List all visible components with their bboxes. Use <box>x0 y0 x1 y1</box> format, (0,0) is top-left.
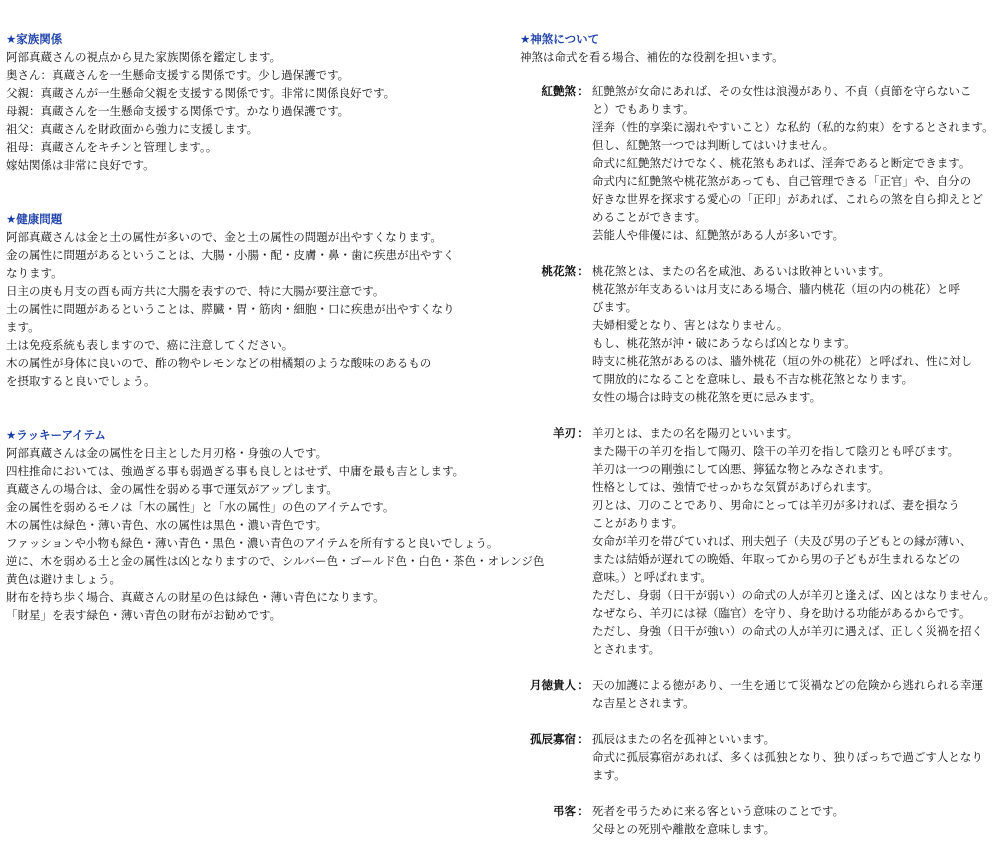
entry-term-colon: ： <box>577 678 589 692</box>
shinsatsu-entries <box>520 82 994 838</box>
text-line: 嫁姑関係は非常に良好です。 <box>6 158 155 172</box>
text-line: を摂取すると良いでしょう。 <box>6 374 156 388</box>
shinsatsu-entry <box>520 676 994 712</box>
section-heading: ★健康問題 <box>6 212 63 226</box>
text-line: 木の属性が身体に良いので、酢の物やレモンなどの柑橘類のような酸味のあるもの <box>6 356 432 370</box>
text-line: 刃とは、刀のことであり、男命にとっては羊刃が多ければ、妻を損なう <box>592 498 960 512</box>
text-line: びます。 <box>592 300 638 314</box>
text-line: または結婚が遅れての晩婚、年取ってから男の子どもが生まれるなどの <box>592 552 960 566</box>
entry-term-colon: ： <box>577 426 589 440</box>
entry-term-label: 桃花煞 <box>541 264 576 278</box>
text-line: 阿部真蔵さんの視点から見た家族関係を鑑定します。 <box>6 50 282 64</box>
text-line: 逆に、木を弱める土と金の属性は凶となりますので、シルバー色・ゴールド色・白色・茶色・オレンジ色 <box>6 554 545 568</box>
text-line: 日主の庚も月支の酉も両方共に大腸を表すので、特に大腸が要注意です。 <box>6 284 385 298</box>
text-line: ことがあります。 <box>592 516 684 530</box>
text-line: て開放的になることを意味し、最も不吉な桃花煞となります。 <box>592 372 914 386</box>
text-line: 父母との死別や離散を意味します。 <box>592 822 776 836</box>
entry-term-label: 弔客 <box>553 804 576 818</box>
entry-description <box>592 676 994 712</box>
text-line: 紅艶煞が女命にあれば、その女性は浪漫があり、不貞（貞節を守らないこ <box>592 84 972 98</box>
entry-term-label: 羊刃 <box>553 426 576 440</box>
text-line: 好きな世界を探求する愛心の「正印」があれば、これらの煞を自ら抑えとど <box>592 192 983 206</box>
text-line: 父親：真蔵さんが一生懸命父親を支援する関係です。非常に関係良好です。 <box>6 86 396 100</box>
text-line: ます。 <box>6 320 40 334</box>
text-line: ただし、身強（日干が強い）の命式の人が羊刃に遇えば、正しく災禍を招く <box>592 624 983 638</box>
text-line: 土は免疫系統も表しますので、癌に注意してください。 <box>6 338 294 352</box>
entry-term-label: 紅艶煞 <box>541 84 576 98</box>
text-line: 桃花煞とは、またの名を咸池、あるいは敗神といいます。 <box>592 264 891 278</box>
text-line: 命式に孤辰寡宿があれば、多くは孤独となり、独りぼっちで過ごす人となり <box>592 750 983 764</box>
section-heading: ★ラッキーアイテム <box>6 428 106 442</box>
shinsatsu-heading: ★神煞について <box>520 32 600 46</box>
text-line: なぜなら、羊刃には禄（臨官）を守り、身を助ける功能があるからです。 <box>592 606 971 620</box>
family-section <box>6 30 506 174</box>
text-line: 奥さん：真蔵さんを一生懸命支援する関係です。少し過保護です。 <box>6 68 350 82</box>
text-line: 時支に桃花煞があるのは、牆外桃花（垣の外の桃花）と呼ばれ、性に対し <box>592 354 973 368</box>
entry-term <box>520 82 592 244</box>
text-line: 意味。）と呼ばれます。 <box>592 570 712 584</box>
shinsatsu-entry <box>520 424 994 658</box>
text-line: 芸能人や俳優には、紅艶煞がある人が多いです。 <box>592 228 845 242</box>
entry-term-colon: ： <box>577 264 589 278</box>
lucky-item-section <box>6 426 545 624</box>
entry-term <box>520 802 592 838</box>
text-line: 財布を持ち歩く場合、真蔵さんの財星の色は緑色・薄い青色になります。 <box>6 590 385 604</box>
text-line: 四柱推命においては、強過ぎる事も弱過ぎる事も良しとはせず、中庸を最も吉とします。 <box>6 464 465 478</box>
text-line: とされます。 <box>592 642 661 656</box>
text-line: ただし、身弱（日干が弱い）の命式の人が羊刃と逢えば、凶とはなりません。 <box>592 588 996 602</box>
left-column <box>6 30 545 660</box>
text-line: 天の加護による徳があり、一生を通じて災禍などの危険から逃れられる幸運 <box>592 678 983 692</box>
text-line: ます。 <box>592 768 626 782</box>
text-line: 金の属性を弱めるモノは「木の属性」と「水の属性」の色のアイテムです。 <box>6 500 395 514</box>
text-line: 死者を弔うために来る客という意味のことです。 <box>592 804 845 818</box>
text-line: なります。 <box>6 266 63 280</box>
right-column <box>520 30 994 856</box>
entry-term-label: 月徳貴人 <box>530 678 576 692</box>
text-line: 女命が羊刃を帯びていれば、刑夫剋子（夫及び男の子どもとの縁が薄い、 <box>592 534 972 548</box>
text-line: 性格としては、強情でせっかちな気質があげられます。 <box>592 480 879 494</box>
text-line: 女性の場合は時支の桃花煞を更に忌みます。 <box>592 390 822 404</box>
text-line: もし、桃花煞が沖・破にあうならば凶となります。 <box>592 336 856 350</box>
entry-description <box>592 802 994 838</box>
text-line: な吉星とされます。 <box>592 696 695 710</box>
text-line: 土の属性に問題があるということは、膵臓・胃・筋肉・細胞・口に疾患が出やすくなり <box>6 302 455 316</box>
text-line: 夫婦相愛となり、害とはなりません。 <box>592 318 789 332</box>
text-line: 但し、紅艶煞一つでは判断してはいけません。 <box>592 138 835 152</box>
text-line: 命式に紅艶煞だけでなく、桃花煞もあれば、淫奔であると断定できます。 <box>592 156 971 170</box>
text-line: めることができます。 <box>592 210 707 224</box>
text-line: 羊刃は一つの剛強にして凶悪、獰猛な物とみなされます。 <box>592 462 891 476</box>
entry-description <box>592 424 995 658</box>
text-line: 祖母：真蔵さんをキチンと管理します。。 <box>6 140 218 154</box>
shinsatsu-entry <box>520 262 994 406</box>
text-line: 真蔵さんの場合は、金の属性を弱める事で運気がアップします。 <box>6 482 338 496</box>
entry-term-colon: ： <box>577 84 589 98</box>
entry-description <box>592 730 994 784</box>
entry-description <box>592 262 994 406</box>
text-line: 母親：真蔵さんを一生懸命支援する関係です。かなり過保護です。 <box>6 104 350 118</box>
text-line: 命式内に紅艶煞や桃花煞があっても、自己管理できる「正官」や、自分の <box>592 174 972 188</box>
text-line: 阿部真蔵さんは金と土の属性が多いので、金と土の属性の問題が出やすくなります。 <box>6 230 442 244</box>
entry-term-colon: ： <box>577 732 589 746</box>
text-line: 羊刃とは、またの名を陽刃といいます。 <box>592 426 799 440</box>
text-line: と）でもあります。 <box>592 102 695 116</box>
shinsatsu-entry <box>520 802 994 838</box>
text-line: また陽干の羊刃を指して陽刃、陰干の羊刃を指して陰刃とも呼びます。 <box>592 444 960 458</box>
text-line: 祖父：真蔵さんを財政面から強力に支援します。 <box>6 122 259 136</box>
entry-term-label: 孤辰寡宿 <box>530 732 576 746</box>
entry-description <box>592 82 994 244</box>
section-heading: ★家族関係 <box>6 32 63 46</box>
text-line: 黄色は避けましょう。 <box>6 572 121 586</box>
text-line: 木の属性は緑色・薄い青色、水の属性は黒色・濃い青色です。 <box>6 518 328 532</box>
entry-term <box>520 262 592 406</box>
text-line: 桃花煞が年支あるいは月支にある場合、牆内桃花（垣の内の桃花）と呼 <box>592 282 960 296</box>
text-line: 孤辰はまたの名を孤神といいます。 <box>592 732 776 746</box>
text-line: 金の属性に問題があるということは、大腸・小腸・配・皮膚・鼻・歯に疾患が出やすく <box>6 248 455 262</box>
text-line: 淫奔（性的享楽に溺れやすいこと）な私約（私的な約束）をするとされます。 <box>592 120 994 134</box>
entry-term <box>520 676 592 712</box>
shinsatsu-entry <box>520 82 994 244</box>
entry-term-colon: ： <box>577 804 589 818</box>
shinsatsu-entry <box>520 730 994 784</box>
text-line: 「財星」を表す緑色・薄い青色の財布がお勧めです。 <box>6 608 282 622</box>
health-section <box>6 210 506 390</box>
text-line: ファッションや小物も緑色・薄い青色・黒色・濃い青色のアイテムを所有すると良いでしょう。 <box>6 536 499 550</box>
entry-term <box>520 424 592 658</box>
shinsatsu-intro: 神煞は命式を看る場合、補佐的な役割を担います。 <box>520 50 784 64</box>
entry-term <box>520 730 592 784</box>
text-line: 阿部真蔵さんは金の属性を日主とした月刃格・身強の人です。 <box>6 446 328 460</box>
